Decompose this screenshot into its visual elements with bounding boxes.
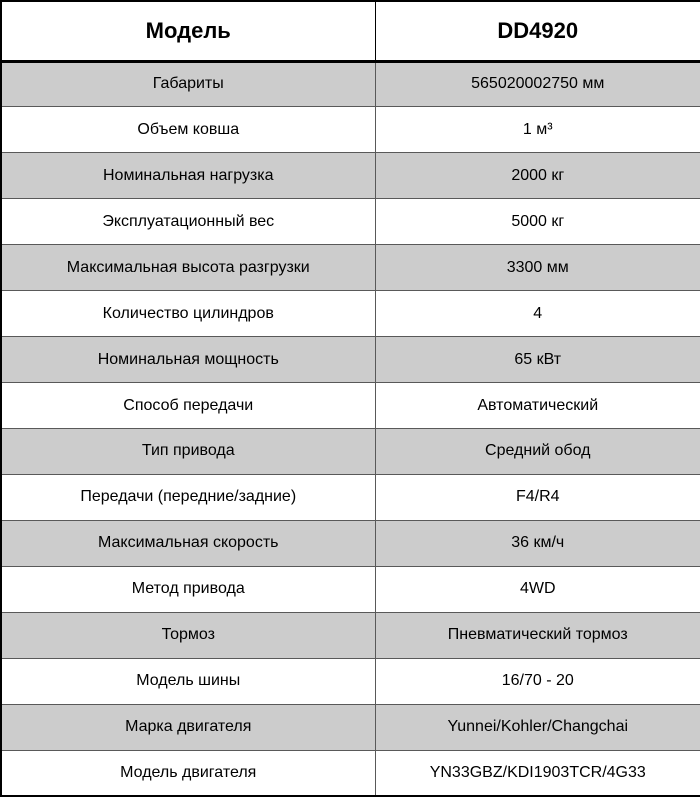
table-row bbox=[1, 337, 700, 383]
spec-value: Средний обод bbox=[375, 429, 700, 475]
spec-label: Марка двигателя bbox=[1, 704, 375, 750]
spec-label: Модель двигателя bbox=[1, 750, 375, 796]
spec-table-body bbox=[1, 61, 700, 796]
spec-label: Объем ковша bbox=[1, 107, 375, 153]
spec-value: 65 кВт bbox=[375, 337, 700, 383]
spec-label: Номинальная мощность bbox=[1, 337, 375, 383]
spec-label: Передачи (передние/задние) bbox=[1, 474, 375, 520]
spec-value: 565020002750 мм bbox=[375, 61, 700, 107]
spec-label: Эксплуатационный вес bbox=[1, 199, 375, 245]
table-row bbox=[1, 520, 700, 566]
table-row bbox=[1, 474, 700, 520]
table-header-row bbox=[1, 1, 700, 61]
spec-value: Пневматический тормоз bbox=[375, 612, 700, 658]
table-row bbox=[1, 199, 700, 245]
spec-value: 4WD bbox=[375, 566, 700, 612]
header-model-value: DD4920 bbox=[375, 1, 700, 61]
table-row bbox=[1, 383, 700, 429]
table-row bbox=[1, 750, 700, 796]
spec-label: Максимальная скорость bbox=[1, 520, 375, 566]
spec-label: Модель шины bbox=[1, 658, 375, 704]
spec-value: 4 bbox=[375, 291, 700, 337]
spec-value: 5000 кг bbox=[375, 199, 700, 245]
spec-label: Способ передачи bbox=[1, 383, 375, 429]
table-row bbox=[1, 704, 700, 750]
spec-value: 2000 кг bbox=[375, 153, 700, 199]
table-row bbox=[1, 291, 700, 337]
spec-value: F4/R4 bbox=[375, 474, 700, 520]
table-row bbox=[1, 107, 700, 153]
spec-label: Метод привода bbox=[1, 566, 375, 612]
spec-label: Максимальная высота разгрузки bbox=[1, 245, 375, 291]
spec-label: Количество цилиндров bbox=[1, 291, 375, 337]
spec-value: 36 км/ч bbox=[375, 520, 700, 566]
spec-label: Номинальная нагрузка bbox=[1, 153, 375, 199]
spec-value: 3300 мм bbox=[375, 245, 700, 291]
spec-value: YN33GBZ/KDI1903TCR/4G33 bbox=[375, 750, 700, 796]
table-row bbox=[1, 658, 700, 704]
table-row bbox=[1, 153, 700, 199]
table-row bbox=[1, 612, 700, 658]
table-row bbox=[1, 61, 700, 107]
table-row bbox=[1, 566, 700, 612]
spec-value: Yunnei/Kohler/Changchai bbox=[375, 704, 700, 750]
spec-label: Тормоз bbox=[1, 612, 375, 658]
spec-label: Тип привода bbox=[1, 429, 375, 475]
spec-label: Габариты bbox=[1, 61, 375, 107]
table-row bbox=[1, 245, 700, 291]
spec-value: Автоматический bbox=[375, 383, 700, 429]
spec-value: 1 м³ bbox=[375, 107, 700, 153]
header-model-label: Модель bbox=[1, 1, 375, 61]
table-row bbox=[1, 429, 700, 475]
spec-value: 16/70 - 20 bbox=[375, 658, 700, 704]
